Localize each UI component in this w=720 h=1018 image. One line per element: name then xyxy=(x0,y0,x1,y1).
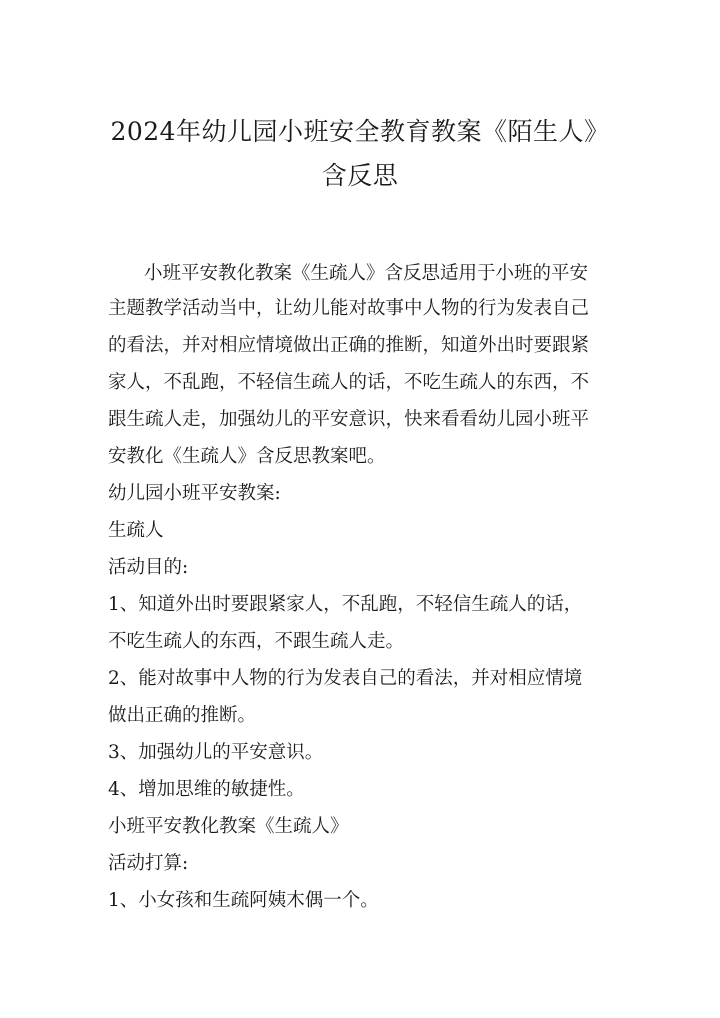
list-item: 2、能对故事中人物的行为发表自己的看法，并对相应情境 xyxy=(108,668,583,689)
paragraph-line: 的看法，并对相应情境做出正确的推断，知道外出时要跟紧 xyxy=(108,335,590,356)
paragraph-line: 跟生疏人走，加强幼儿的平安意识，快来看看幼儿园小班平 xyxy=(108,409,590,430)
paragraph-line: 主题教学活动当中，让幼儿能对故事中人物的行为发表自己 xyxy=(108,298,590,319)
list-item-continuation: 不吃生疏人的东西，不跟生疏人走。 xyxy=(108,631,405,652)
document-title-line-2: 含反思 xyxy=(321,161,399,190)
list-item: 3、加强幼儿的平安意识。 xyxy=(108,742,324,763)
lesson-name: 生疏人 xyxy=(108,520,164,541)
section-heading: 小班平安教化教案《生疏人》 xyxy=(108,816,349,837)
list-item-continuation: 做出正确的推断。 xyxy=(108,705,257,726)
paragraph-line: 安教化《生疏人》含反思教案吧。 xyxy=(108,446,386,467)
section-heading: 幼儿园小班平安教案: xyxy=(108,483,281,504)
paragraph-line: 家人，不乱跑，不轻信生疏人的话，不吃生疏人的东西，不 xyxy=(108,372,590,393)
document-title-line-1: 2024年幼儿园小班安全教育教案《陌生人》 xyxy=(110,117,610,146)
paragraph-line: 小班平安教化教案《生疏人》含反思适用于小班的平安 xyxy=(144,263,589,284)
list-item: 1、知道外出时要跟紧家人，不乱跑，不轻信生疏人的话， xyxy=(108,594,583,615)
list-item: 4、增加思维的敏捷性。 xyxy=(108,779,305,800)
section-heading: 活动打算: xyxy=(108,853,189,874)
list-item: 1、小女孩和生疏阿姨木偶一个。 xyxy=(108,890,379,911)
section-heading: 活动目的: xyxy=(108,557,189,578)
